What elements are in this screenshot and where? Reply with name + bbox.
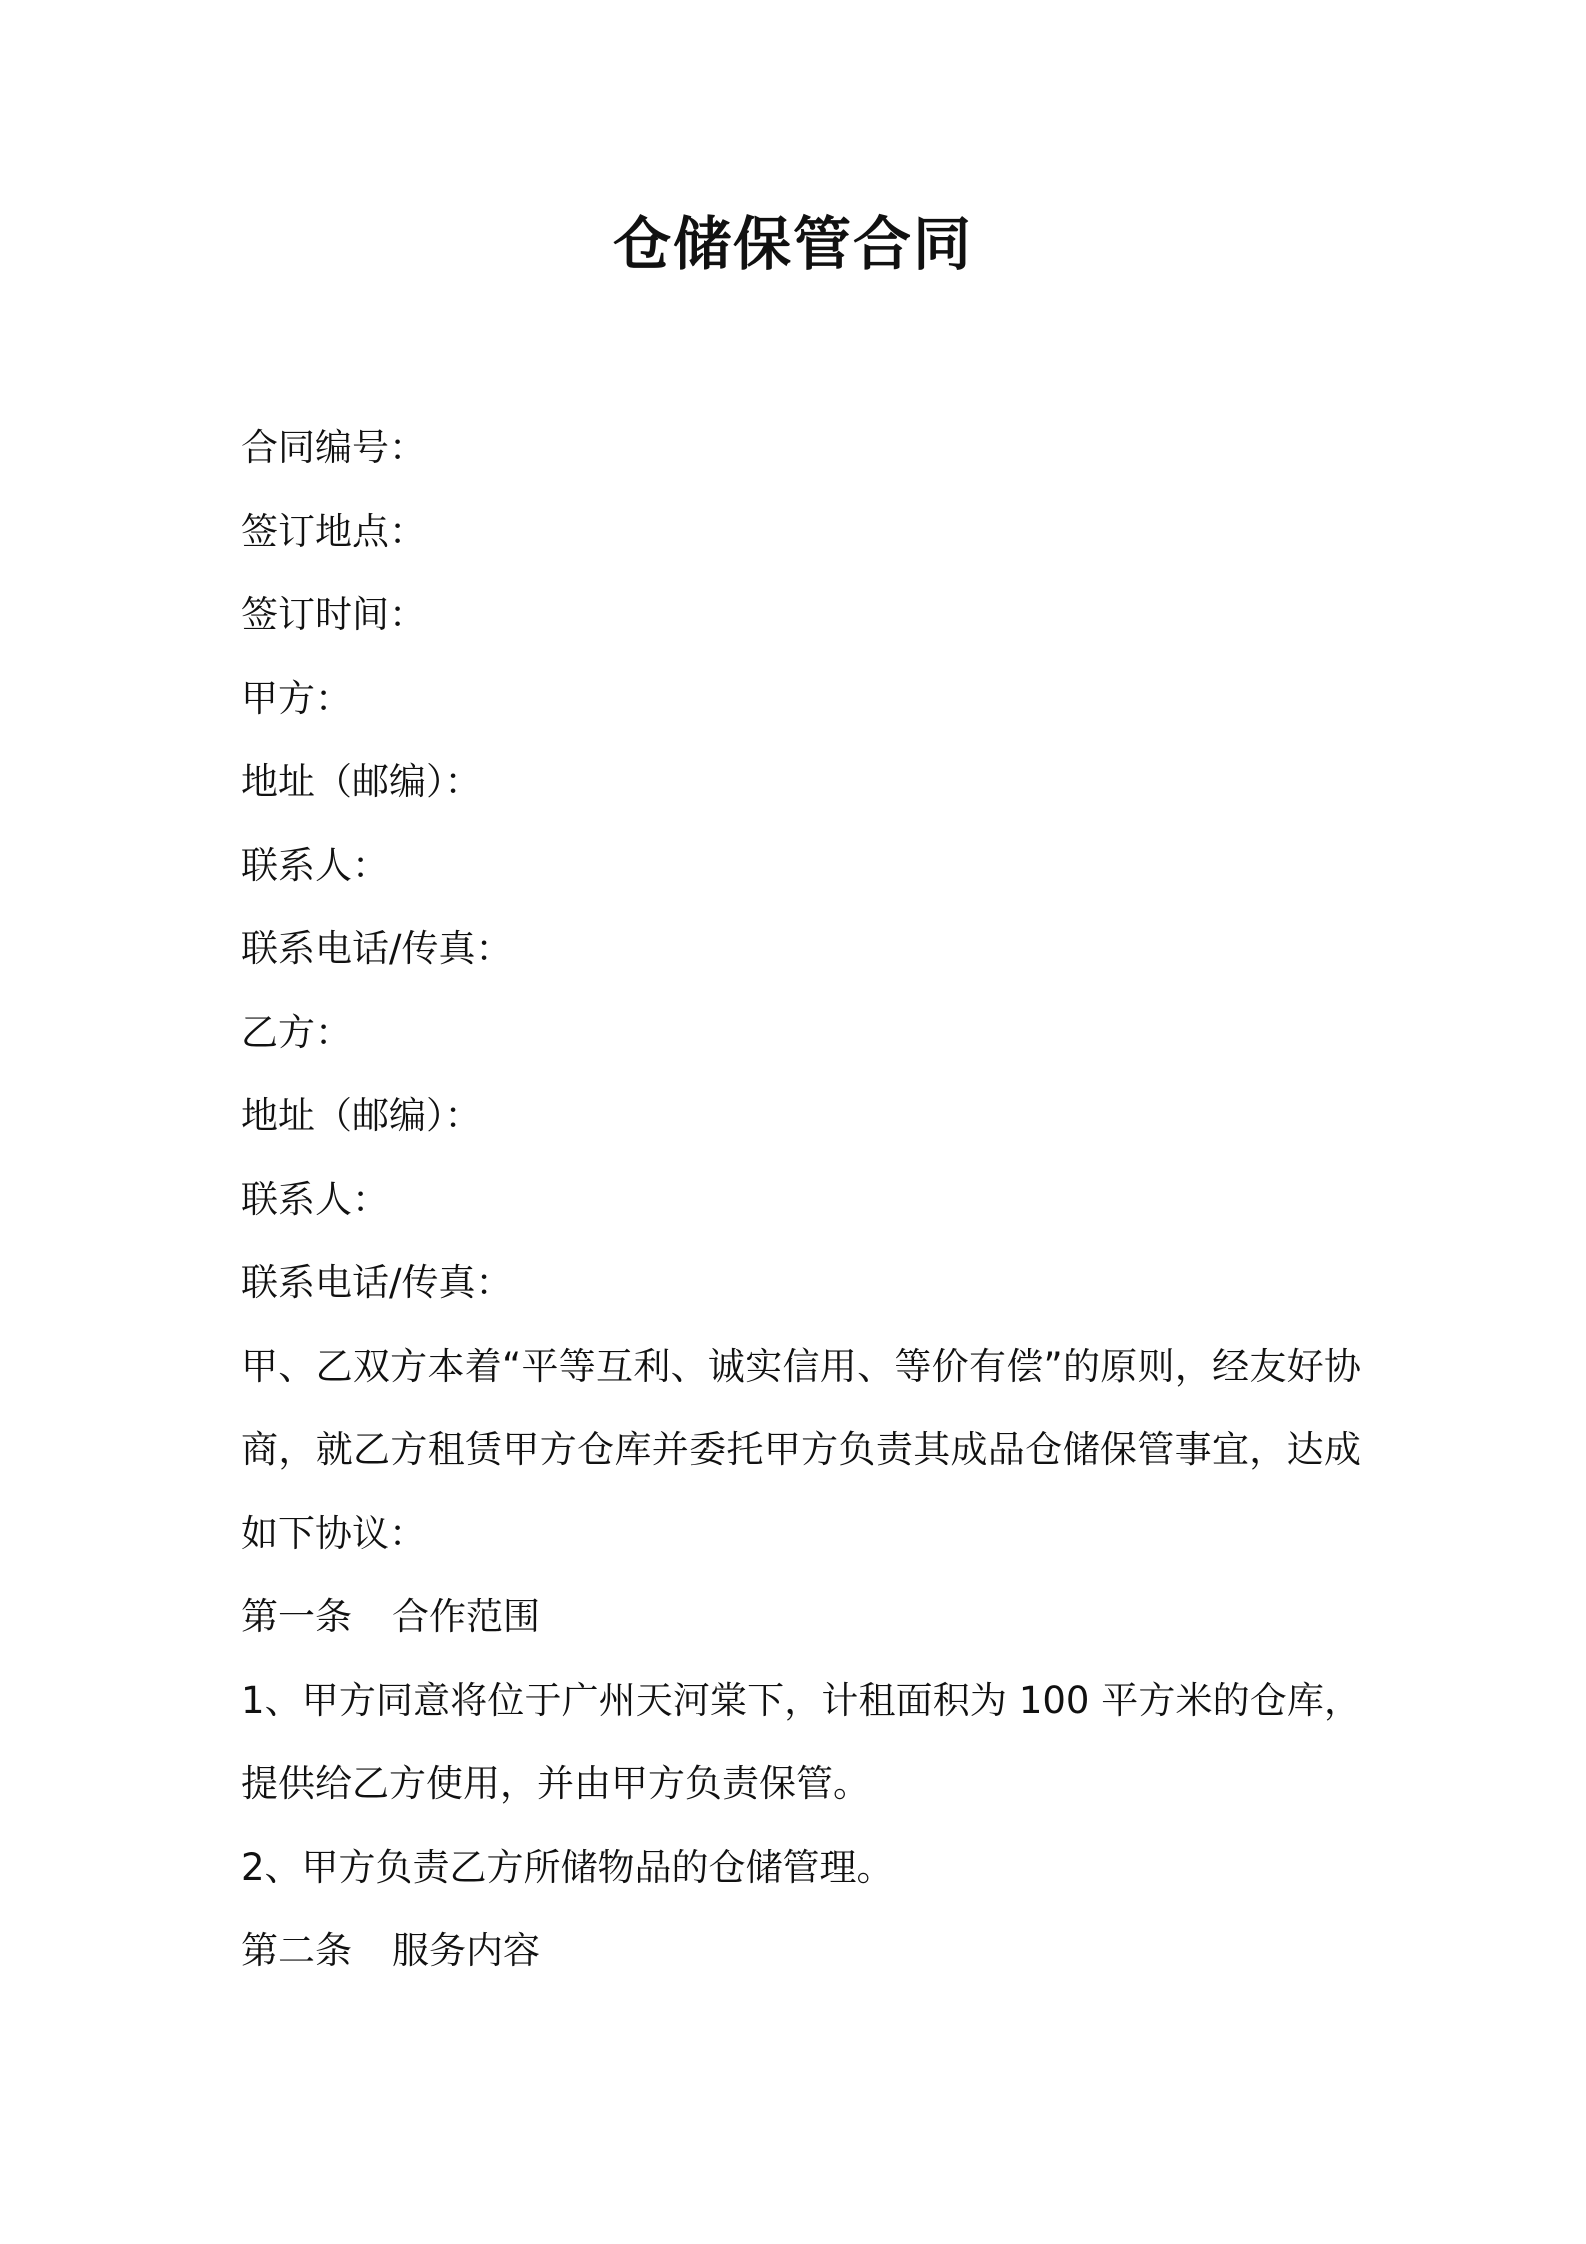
article-1-heading [241,1575,1361,1659]
field-contract-number: 合同编号： [241,426,426,469]
field-signing-place: 签订地点： [241,509,426,553]
field-party-a-contact: 联系人： [241,843,389,887]
document-body [241,406,1361,1993]
field-party-b-phone: 联系电话/传真： [241,1261,513,1304]
field-party-a-address: 地址（邮编）： [241,760,482,803]
field-signing-time: 签订时间： [241,593,426,636]
preamble-paragraph: 甲、乙双方本着“平等互利、诚实信用、等价有偿”的原则，经友好协商，就乙方租赁甲方仓库并委托甲方负责其成品仓储保管事宜，达成如下协议： [241,1344,1361,1555]
clause-2: 2、甲方负责乙方所储物品的仓储管理。 [241,1845,894,1889]
field-party-b: 乙方： [241,1010,352,1054]
article-2-title: 服务内容 [392,1929,540,1972]
field-party-a: 甲方： [241,676,352,720]
field-party-b-address: 地址（邮编）： [241,1094,482,1137]
clause-1: 1、甲方同意将位于广州天河棠下，计租面积为 100 平方米的仓库，提供给乙方使用，并由甲方负责保管。 [241,1678,1361,1805]
article-1-number: 第一条 [241,1595,352,1638]
article-1-title: 合作范围 [392,1595,540,1638]
field-party-a-phone: 联系电话/传真： [241,927,513,970]
document-title: 仓储保管合同 [612,210,973,278]
field-party-b-contact: 联系人： [241,1177,389,1221]
article-2-number: 第二条 [241,1929,352,1972]
article-2-heading [241,1909,1361,1993]
